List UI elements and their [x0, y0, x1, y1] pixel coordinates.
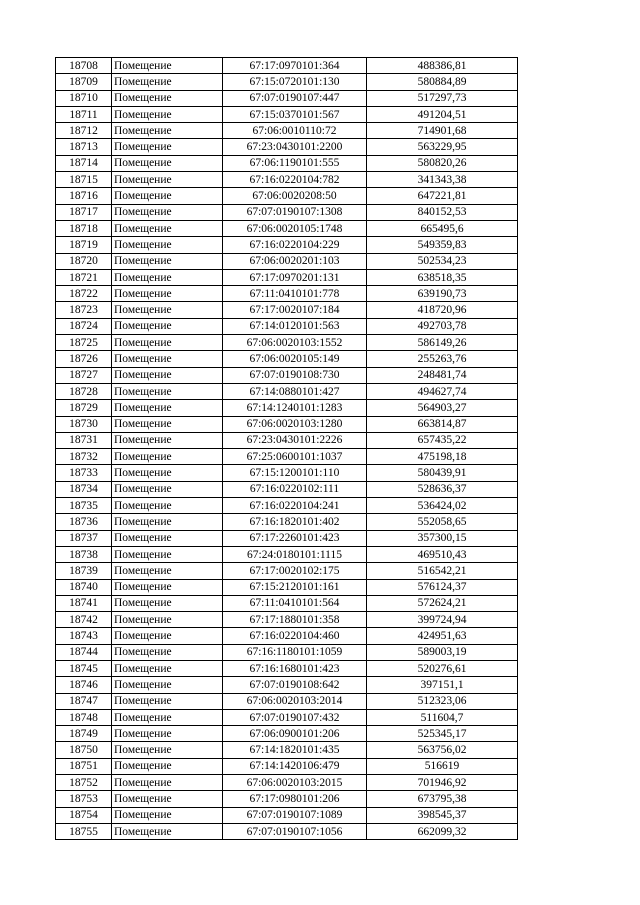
cadastral-number-cell: 67:06:0020103:2015: [223, 775, 367, 791]
object-type-cell: Помещение: [112, 791, 223, 807]
row-number-cell: 18727: [56, 367, 112, 383]
object-type-cell: Помещение: [112, 823, 223, 839]
cadastral-number-cell: 67:23:0430101:2200: [223, 139, 367, 155]
table-row: [56, 188, 518, 204]
row-number-cell: 18711: [56, 106, 112, 122]
cadastral-number-cell: 67:07:0190107:1308: [223, 204, 367, 220]
cadastral-number-cell: 67:16:0220104:460: [223, 628, 367, 644]
table-row: [56, 74, 518, 90]
cadastral-value-cell: 638518,35: [367, 269, 518, 285]
row-number-cell: 18728: [56, 383, 112, 399]
object-type-cell: Помещение: [112, 807, 223, 823]
cadastral-value-cell: 714901,68: [367, 123, 518, 139]
cadastral-number-cell: 67:15:1200101:110: [223, 465, 367, 481]
cadastral-value-cell: 580439,91: [367, 465, 518, 481]
cadastral-value-cell: 424951,63: [367, 628, 518, 644]
table-row: [56, 432, 518, 448]
table-row: [56, 220, 518, 236]
object-type-cell: Помещение: [112, 498, 223, 514]
cadastral-value-cell: 701946,92: [367, 775, 518, 791]
object-type-cell: Помещение: [112, 530, 223, 546]
object-type-cell: Помещение: [112, 90, 223, 106]
table-row: [56, 644, 518, 660]
row-number-cell: 18743: [56, 628, 112, 644]
cadastral-number-cell: 67:17:0970201:131: [223, 269, 367, 285]
cadastral-number-cell: 67:16:1680101:423: [223, 660, 367, 676]
table-row: [56, 823, 518, 839]
table-row: [56, 758, 518, 774]
table-row: [56, 612, 518, 628]
row-number-cell: 18722: [56, 286, 112, 302]
object-type-cell: Помещение: [112, 155, 223, 171]
cadastral-value-cell: 516542,21: [367, 563, 518, 579]
table-row: [56, 106, 518, 122]
table-row: [56, 351, 518, 367]
table-row: [56, 579, 518, 595]
data-table: [55, 57, 518, 840]
cadastral-number-cell: 67:07:0190107:1089: [223, 807, 367, 823]
cadastral-number-cell: 67:17:2260101:423: [223, 530, 367, 546]
cadastral-value-cell: 528636,37: [367, 481, 518, 497]
table-row: [56, 514, 518, 530]
cadastral-number-cell: 67:06:0020103:1280: [223, 416, 367, 432]
row-number-cell: 18752: [56, 775, 112, 791]
row-number-cell: 18751: [56, 758, 112, 774]
table-body: [56, 58, 518, 840]
cadastral-number-cell: 67:17:0970101:364: [223, 58, 367, 74]
row-number-cell: 18726: [56, 351, 112, 367]
table-row: [56, 58, 518, 74]
table-row: [56, 383, 518, 399]
cadastral-number-cell: 67:17:0020102:175: [223, 563, 367, 579]
object-type-cell: Помещение: [112, 514, 223, 530]
row-number-cell: 18744: [56, 644, 112, 660]
cadastral-number-cell: 67:06:0020103:2014: [223, 693, 367, 709]
cadastral-value-cell: 418720,96: [367, 302, 518, 318]
table-row: [56, 742, 518, 758]
cadastral-value-cell: 663814,87: [367, 416, 518, 432]
object-type-cell: Помещение: [112, 628, 223, 644]
cadastral-value-cell: 488386,81: [367, 58, 518, 74]
row-number-cell: 18746: [56, 677, 112, 693]
object-type-cell: Помещение: [112, 465, 223, 481]
object-type-cell: Помещение: [112, 660, 223, 676]
table-row: [56, 90, 518, 106]
table-row: [56, 286, 518, 302]
row-number-cell: 18748: [56, 709, 112, 725]
cadastral-number-cell: 67:16:0220104:241: [223, 498, 367, 514]
cadastral-number-cell: 67:15:2120101:161: [223, 579, 367, 595]
cadastral-value-cell: 492703,78: [367, 318, 518, 334]
row-number-cell: 18721: [56, 269, 112, 285]
cadastral-value-cell: 563756,02: [367, 742, 518, 758]
table-row: [56, 628, 518, 644]
row-number-cell: 18747: [56, 693, 112, 709]
row-number-cell: 18732: [56, 449, 112, 465]
table-row: [56, 139, 518, 155]
object-type-cell: Помещение: [112, 595, 223, 611]
row-number-cell: 18719: [56, 237, 112, 253]
object-type-cell: Помещение: [112, 400, 223, 416]
row-number-cell: 18718: [56, 220, 112, 236]
row-number-cell: 18712: [56, 123, 112, 139]
object-type-cell: Помещение: [112, 123, 223, 139]
table-row: [56, 253, 518, 269]
row-number-cell: 18713: [56, 139, 112, 155]
row-number-cell: 18708: [56, 58, 112, 74]
cadastral-value-cell: 549359,83: [367, 237, 518, 253]
object-type-cell: Помещение: [112, 351, 223, 367]
object-type-cell: Помещение: [112, 612, 223, 628]
table-row: [56, 595, 518, 611]
object-type-cell: Помещение: [112, 481, 223, 497]
object-type-cell: Помещение: [112, 172, 223, 188]
cadastral-number-cell: 67:07:0190107:432: [223, 709, 367, 725]
cadastral-number-cell: 67:23:0430101:2226: [223, 432, 367, 448]
row-number-cell: 18733: [56, 465, 112, 481]
cadastral-value-cell: 397151,1: [367, 677, 518, 693]
cadastral-value-cell: 647221,81: [367, 188, 518, 204]
cadastral-value-cell: 520276,61: [367, 660, 518, 676]
cadastral-value-cell: 662099,32: [367, 823, 518, 839]
object-type-cell: Помещение: [112, 693, 223, 709]
cadastral-value-cell: 576124,37: [367, 579, 518, 595]
row-number-cell: 18729: [56, 400, 112, 416]
object-type-cell: Помещение: [112, 302, 223, 318]
cadastral-number-cell: 67:17:0980101:206: [223, 791, 367, 807]
cadastral-number-cell: 67:07:0190107:447: [223, 90, 367, 106]
row-number-cell: 18715: [56, 172, 112, 188]
cadastral-value-cell: 840152,53: [367, 204, 518, 220]
object-type-cell: Помещение: [112, 579, 223, 595]
cadastral-number-cell: 67:16:1820101:402: [223, 514, 367, 530]
row-number-cell: 18714: [56, 155, 112, 171]
table-row: [56, 302, 518, 318]
object-type-cell: Помещение: [112, 367, 223, 383]
cadastral-value-cell: 525345,17: [367, 726, 518, 742]
object-type-cell: Помещение: [112, 644, 223, 660]
cadastral-number-cell: 67:07:0190108:730: [223, 367, 367, 383]
row-number-cell: 18736: [56, 514, 112, 530]
object-type-cell: Помещение: [112, 416, 223, 432]
table-row: [56, 204, 518, 220]
object-type-cell: Помещение: [112, 383, 223, 399]
object-type-cell: Помещение: [112, 204, 223, 220]
cadastral-number-cell: 67:06:0010110:72: [223, 123, 367, 139]
cadastral-value-cell: 665495,6: [367, 220, 518, 236]
cadastral-number-cell: 67:07:0190108:642: [223, 677, 367, 693]
cadastral-value-cell: 657435,22: [367, 432, 518, 448]
table-row: [56, 677, 518, 693]
object-type-cell: Помещение: [112, 758, 223, 774]
cadastral-value-cell: 398545,37: [367, 807, 518, 823]
cadastral-number-cell: 67:17:1880101:358: [223, 612, 367, 628]
row-number-cell: 18737: [56, 530, 112, 546]
cadastral-value-cell: 248481,74: [367, 367, 518, 383]
cadastral-number-cell: 67:06:1190101:555: [223, 155, 367, 171]
cadastral-number-cell: 67:14:1240101:1283: [223, 400, 367, 416]
cadastral-value-cell: 511604,7: [367, 709, 518, 725]
row-number-cell: 18723: [56, 302, 112, 318]
row-number-cell: 18730: [56, 416, 112, 432]
cadastral-number-cell: 67:15:0370101:567: [223, 106, 367, 122]
cadastral-number-cell: 67:06:0020103:1552: [223, 335, 367, 351]
cadastral-value-cell: 580820,26: [367, 155, 518, 171]
row-number-cell: 18717: [56, 204, 112, 220]
cadastral-value-cell: 563229,95: [367, 139, 518, 155]
cadastral-value-cell: 586149,26: [367, 335, 518, 351]
cadastral-number-cell: 67:14:1420106:479: [223, 758, 367, 774]
cadastral-number-cell: 67:06:0020208:50: [223, 188, 367, 204]
row-number-cell: 18731: [56, 432, 112, 448]
object-type-cell: Помещение: [112, 139, 223, 155]
table-row: [56, 335, 518, 351]
cadastral-number-cell: 67:06:0020105:1748: [223, 220, 367, 236]
cadastral-value-cell: 357300,15: [367, 530, 518, 546]
cadastral-number-cell: 67:17:0020107:184: [223, 302, 367, 318]
cadastral-value-cell: 572624,21: [367, 595, 518, 611]
row-number-cell: 18709: [56, 74, 112, 90]
object-type-cell: Помещение: [112, 58, 223, 74]
cadastral-number-cell: 67:11:0410101:778: [223, 286, 367, 302]
row-number-cell: 18755: [56, 823, 112, 839]
cadastral-number-cell: 67:14:0880101:427: [223, 383, 367, 399]
row-number-cell: 18741: [56, 595, 112, 611]
table-row: [56, 498, 518, 514]
cadastral-value-cell: 491204,51: [367, 106, 518, 122]
object-type-cell: Помещение: [112, 220, 223, 236]
object-type-cell: Помещение: [112, 775, 223, 791]
table-row: [56, 775, 518, 791]
table-row: [56, 726, 518, 742]
cadastral-number-cell: 67:25:0600101:1037: [223, 449, 367, 465]
row-number-cell: 18735: [56, 498, 112, 514]
object-type-cell: Помещение: [112, 286, 223, 302]
cadastral-value-cell: 255263,76: [367, 351, 518, 367]
row-number-cell: 18750: [56, 742, 112, 758]
table-row: [56, 155, 518, 171]
cadastral-value-cell: 502534,23: [367, 253, 518, 269]
object-type-cell: Помещение: [112, 237, 223, 253]
cadastral-number-cell: 67:15:0720101:130: [223, 74, 367, 90]
object-type-cell: Помещение: [112, 432, 223, 448]
cadastral-value-cell: 580884,89: [367, 74, 518, 90]
table-row: [56, 563, 518, 579]
cadastral-number-cell: 67:07:0190107:1056: [223, 823, 367, 839]
cadastral-number-cell: 67:14:0120101:563: [223, 318, 367, 334]
cadastral-value-cell: 589003,19: [367, 644, 518, 660]
object-type-cell: Помещение: [112, 677, 223, 693]
cadastral-value-cell: 494627,74: [367, 383, 518, 399]
cadastral-number-cell: 67:16:0220104:782: [223, 172, 367, 188]
row-number-cell: 18710: [56, 90, 112, 106]
row-number-cell: 18725: [56, 335, 112, 351]
table-row: [56, 449, 518, 465]
cadastral-number-cell: 67:06:0900101:206: [223, 726, 367, 742]
table-row: [56, 416, 518, 432]
row-number-cell: 18749: [56, 726, 112, 742]
cadastral-number-cell: 67:06:0020105:149: [223, 351, 367, 367]
object-type-cell: Помещение: [112, 335, 223, 351]
cadastral-value-cell: 469510,43: [367, 546, 518, 562]
cadastral-value-cell: 552058,65: [367, 514, 518, 530]
row-number-cell: 18753: [56, 791, 112, 807]
row-number-cell: 18720: [56, 253, 112, 269]
row-number-cell: 18738: [56, 546, 112, 562]
table-row: [56, 807, 518, 823]
cadastral-value-cell: 512323,06: [367, 693, 518, 709]
table-row: [56, 465, 518, 481]
table-row: [56, 318, 518, 334]
table-row: [56, 693, 518, 709]
object-type-cell: Помещение: [112, 449, 223, 465]
cadastral-number-cell: 67:06:0020201:103: [223, 253, 367, 269]
cadastral-number-cell: 67:14:1820101:435: [223, 742, 367, 758]
row-number-cell: 18740: [56, 579, 112, 595]
row-number-cell: 18724: [56, 318, 112, 334]
object-type-cell: Помещение: [112, 709, 223, 725]
table-row: [56, 709, 518, 725]
table-row: [56, 269, 518, 285]
object-type-cell: Помещение: [112, 253, 223, 269]
cadastral-value-cell: 399724,94: [367, 612, 518, 628]
table-row: [56, 481, 518, 497]
table-row: [56, 400, 518, 416]
cadastral-number-cell: 67:16:1180101:1059: [223, 644, 367, 660]
table-row: [56, 172, 518, 188]
cadastral-value-cell: 564903,27: [367, 400, 518, 416]
table-row: [56, 367, 518, 383]
object-type-cell: Помещение: [112, 106, 223, 122]
cadastral-value-cell: 673795,38: [367, 791, 518, 807]
table-row: [56, 546, 518, 562]
object-type-cell: Помещение: [112, 188, 223, 204]
cadastral-number-cell: 67:16:0220102:111: [223, 481, 367, 497]
table-row: [56, 660, 518, 676]
cadastral-value-cell: 341343,38: [367, 172, 518, 188]
table-row: [56, 530, 518, 546]
row-number-cell: 18742: [56, 612, 112, 628]
table-row: [56, 123, 518, 139]
row-number-cell: 18754: [56, 807, 112, 823]
object-type-cell: Помещение: [112, 546, 223, 562]
table-row: [56, 791, 518, 807]
cadastral-number-cell: 67:16:0220104:229: [223, 237, 367, 253]
object-type-cell: Помещение: [112, 742, 223, 758]
object-type-cell: Помещение: [112, 269, 223, 285]
row-number-cell: 18745: [56, 660, 112, 676]
cadastral-value-cell: 517297,73: [367, 90, 518, 106]
object-type-cell: Помещение: [112, 563, 223, 579]
object-type-cell: Помещение: [112, 726, 223, 742]
cadastral-number-cell: 67:24:0180101:1115: [223, 546, 367, 562]
cadastral-value-cell: 639190,73: [367, 286, 518, 302]
cadastral-value-cell: 536424,02: [367, 498, 518, 514]
cadastral-value-cell: 475198,18: [367, 449, 518, 465]
row-number-cell: 18734: [56, 481, 112, 497]
cadastral-number-cell: 67:11:0410101:564: [223, 595, 367, 611]
object-type-cell: Помещение: [112, 74, 223, 90]
cadastral-value-cell: 516619: [367, 758, 518, 774]
row-number-cell: 18739: [56, 563, 112, 579]
object-type-cell: Помещение: [112, 318, 223, 334]
row-number-cell: 18716: [56, 188, 112, 204]
table-row: [56, 237, 518, 253]
